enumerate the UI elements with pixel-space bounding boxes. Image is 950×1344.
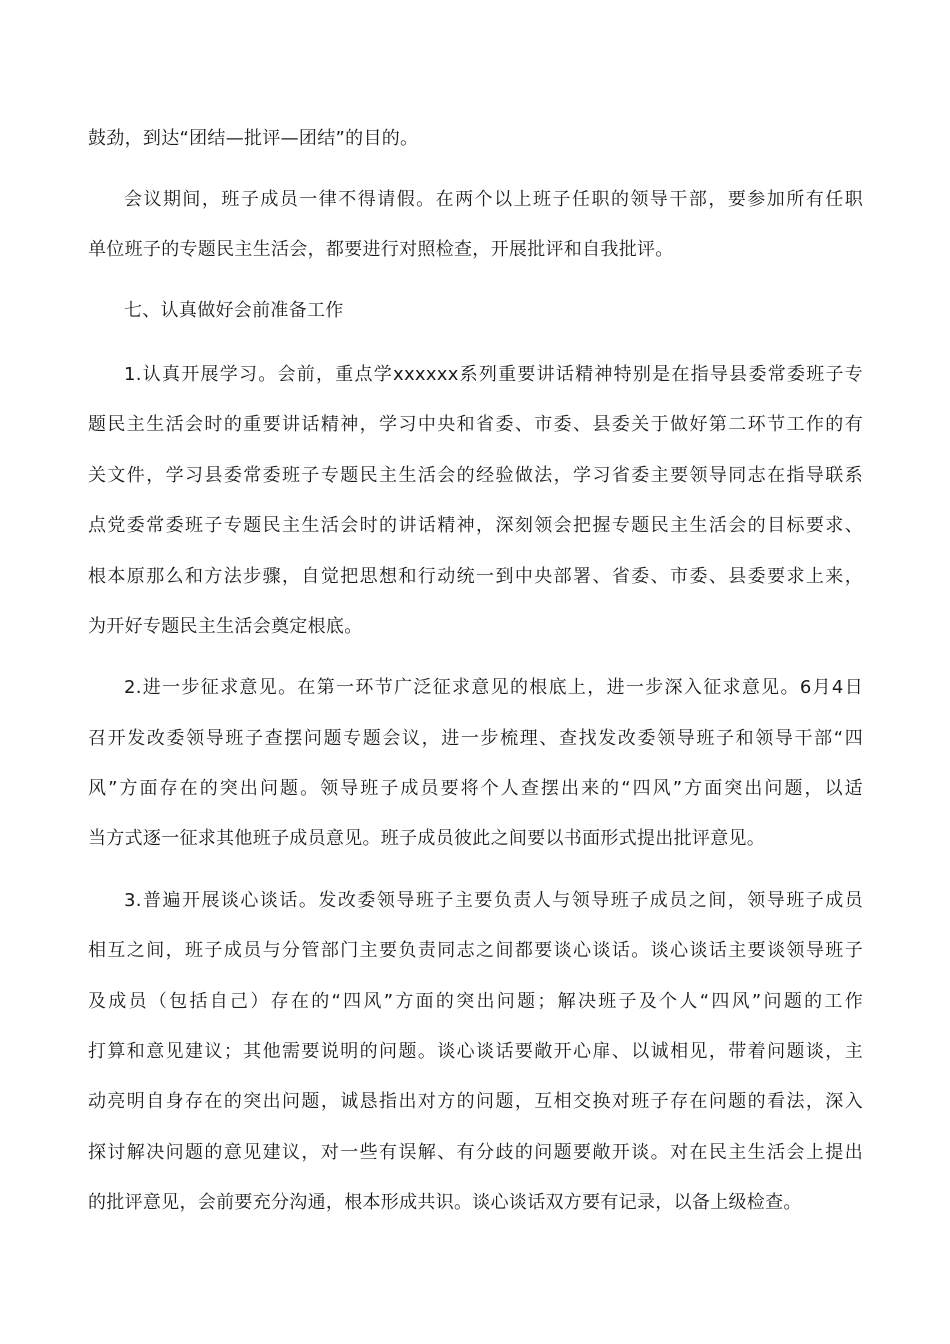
text-line: 点党委常委班子专题民主生活会时的讲话精神，深刻领会把握专题民主生活会的目标要求、 xyxy=(88,515,863,536)
text-line: 相互之间，班子成员与分管部门主要负责同志之间都要谈心谈话。谈心谈话主要谈领导班子 xyxy=(88,940,863,961)
text-line: 动亮明自身存在的突出问题，诚恳指出对方的问题，互相交换对班子存在问题的看法，深入 xyxy=(88,1091,863,1112)
text-line: 3.普遍开展谈心谈话。发改委领导班子主要负责人与领导班子成员之间，领导班子成员 xyxy=(124,890,863,911)
text-line: 的批评意见，会前要充分沟通，根本形成共识。谈心谈话双方要有记录，以备上级检查。 xyxy=(88,1192,802,1213)
text-line: 当方式逐一征求其他班子成员意见。班子成员彼此之间要以书面形式提出批评意见。 xyxy=(88,828,766,849)
text-line: 单位班子的专题民主生活会，都要进行对照检查，开展批评和自我批评。 xyxy=(88,239,674,260)
text-line: 风”方面存在的突出问题。领导班子成员要将个人查摆出来的“四风”方面突出问题，以适 xyxy=(88,778,863,799)
text-line: 关文件，学习县委常委班子专题民主生活会的经验做法，学习省委主要领导同志在指导联系 xyxy=(88,465,863,486)
text-line: 会议期间，班子成员一律不得请假。在两个以上班子任职的领导干部，要参加所有任职 xyxy=(124,189,863,210)
text-line: 2.进一步征求意见。在第一环节广泛征求意见的根底上，进一步深入征求意见。6月4日 xyxy=(124,677,863,698)
text-line: 探讨解决问题的意见建议，对一些有误解、有分歧的问题要敞开谈。对在民主生活会上提出 xyxy=(88,1142,863,1163)
text-line: 为开好专题民主生活会奠定根底。 xyxy=(88,616,363,637)
text-line: 1.认真开展学习。会前，重点学xxxxxx系列重要讲话精神特别是在指导县委常委班子专 xyxy=(124,364,863,385)
section-heading: 七、认真做好会前准备工作 xyxy=(124,300,344,321)
text-line: 鼓劲，到达“团结—批评—团结”的目的。 xyxy=(88,128,419,149)
text-line: 打算和意见建议；其他需要说明的问题。谈心谈话要敞开心扉、以诚相见，带着问题谈，主 xyxy=(88,1041,863,1062)
text-line: 题民主生活会时的重要讲话精神，学习中央和省委、市委、县委关于做好第二环节工作的有 xyxy=(88,414,863,435)
text-line: 根本原那么和方法步骤，自觉把思想和行动统一到中央部署、省委、市委、县委要求上来， xyxy=(88,566,863,587)
text-line: 召开发改委领导班子查摆问题专题会议，进一步梳理、查找发改委领导班子和领导干部“四 xyxy=(88,728,863,749)
text-line: 及成员（包括自己）存在的“四风”方面的突出问题；解决班子及个人“四风”问题的工作 xyxy=(88,991,863,1012)
